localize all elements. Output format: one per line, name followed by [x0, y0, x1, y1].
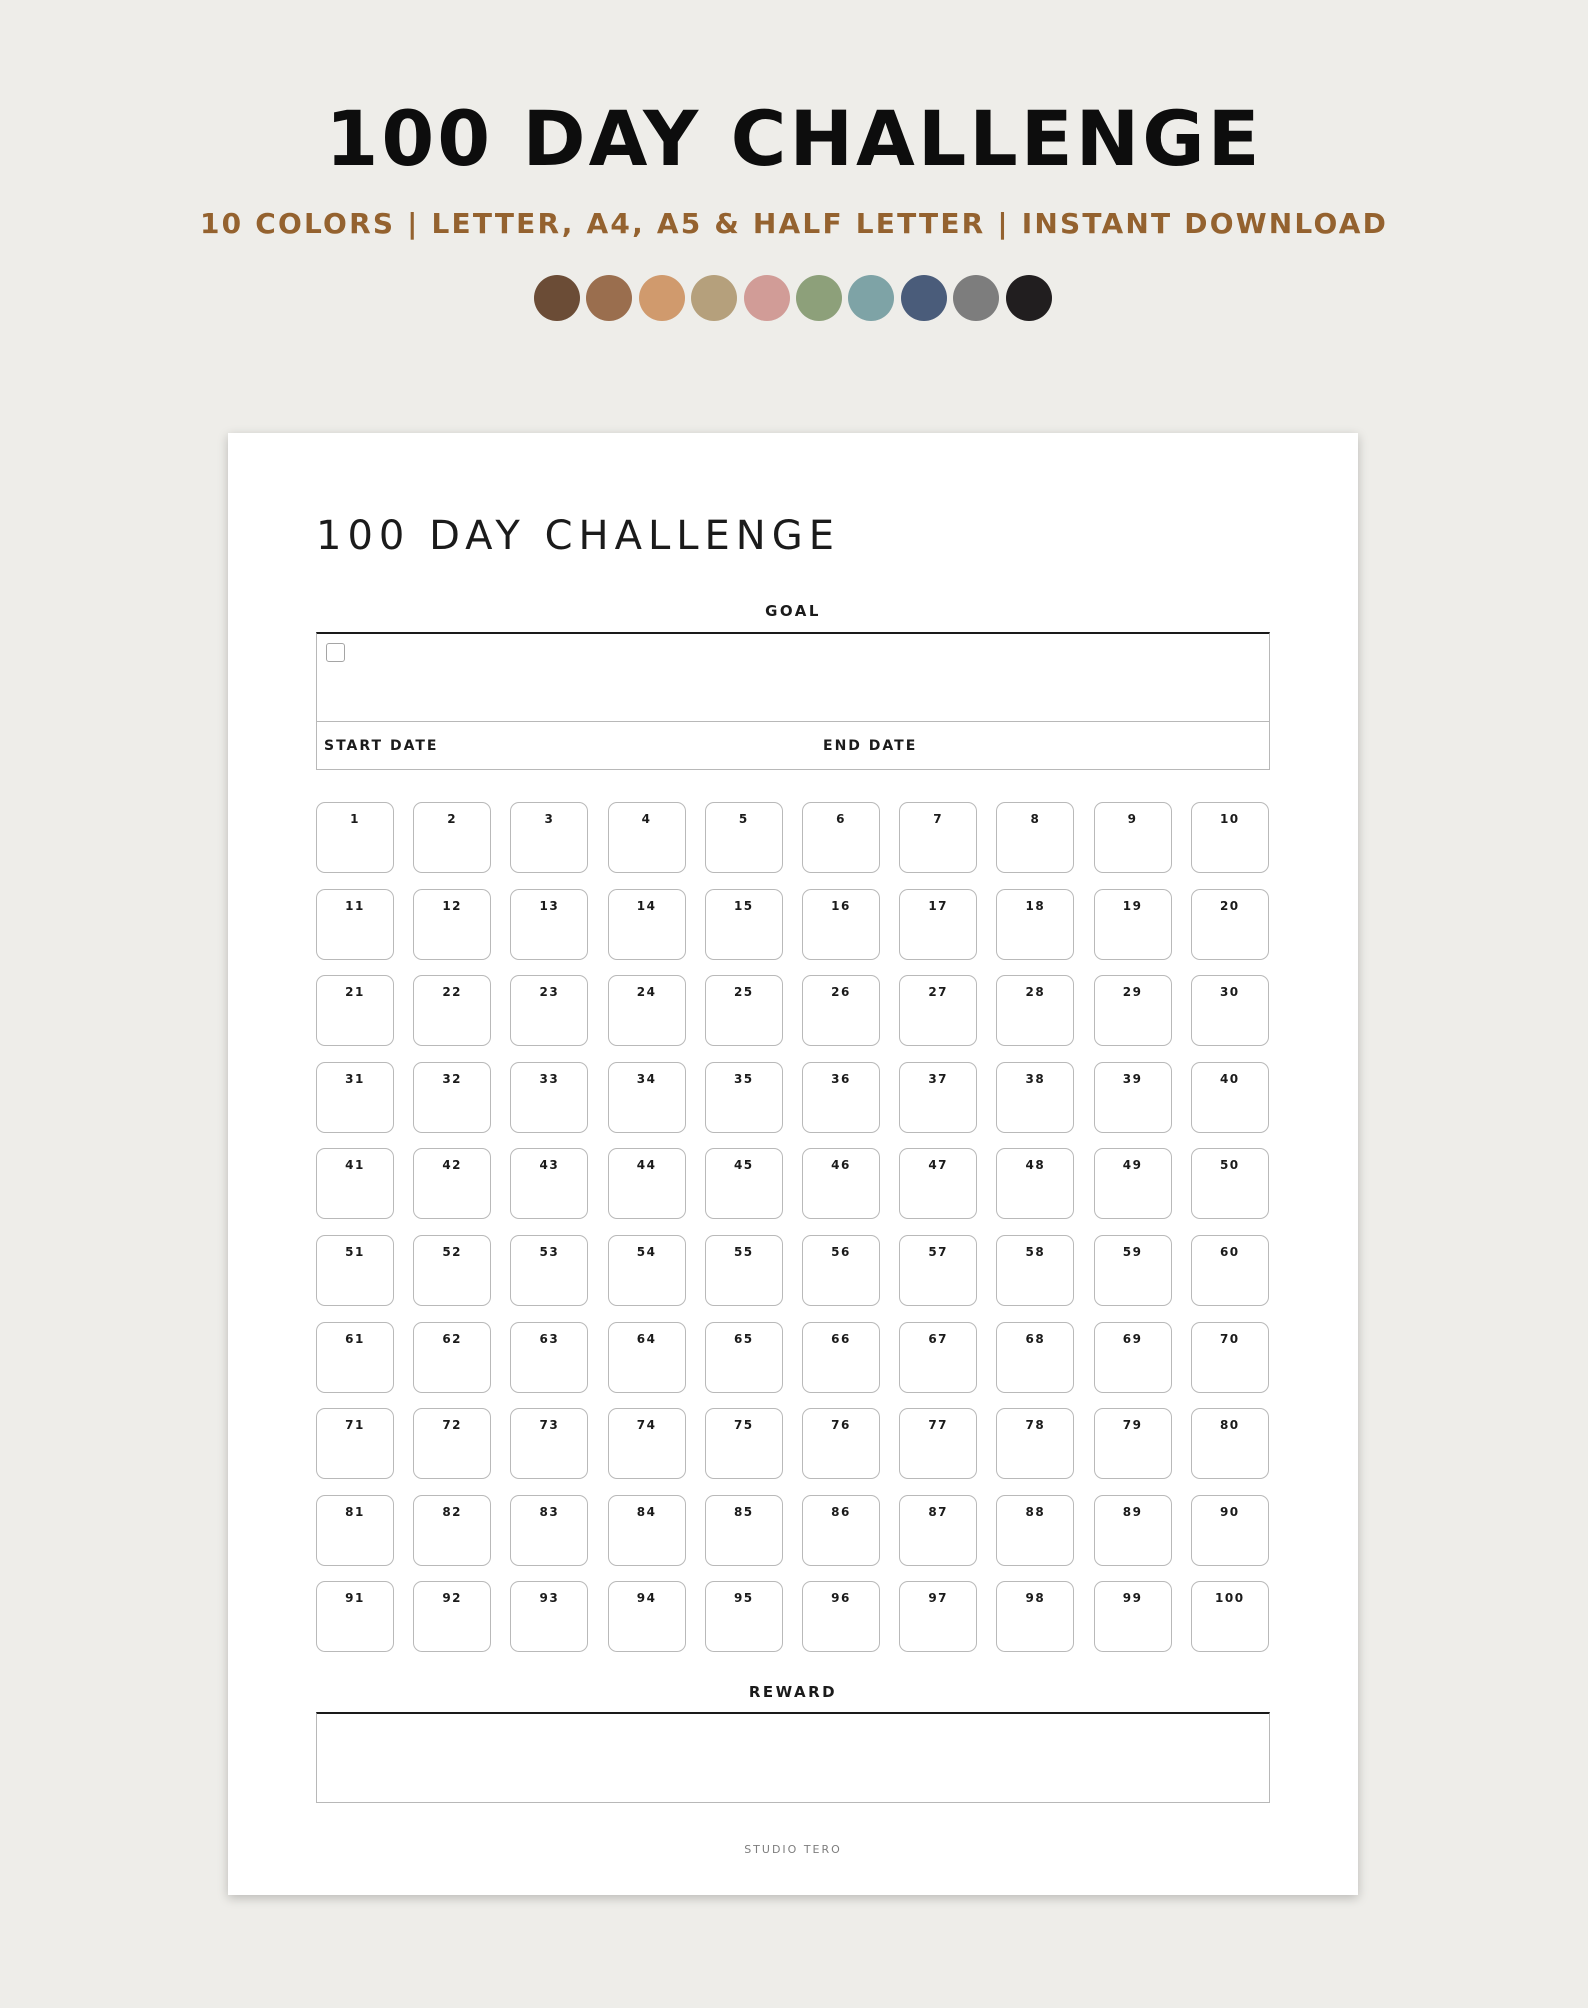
day-box[interactable]: [899, 802, 977, 873]
day-number: 6: [836, 812, 846, 826]
day-number: 66: [831, 1331, 851, 1346]
color-swatch[interactable]: [796, 275, 842, 321]
day-box[interactable]: [899, 1581, 977, 1652]
day-box[interactable]: [316, 1148, 394, 1219]
day-box[interactable]: [1094, 1235, 1172, 1306]
day-box[interactable]: [510, 889, 588, 960]
day-box[interactable]: [802, 889, 880, 960]
day-number: 31: [345, 1071, 365, 1086]
day-number: 56: [831, 1245, 851, 1259]
day-number: 47: [928, 1158, 949, 1173]
goal-label: GOAL: [765, 602, 821, 620]
day-box[interactable]: [705, 1495, 783, 1566]
challenge-sheet: [228, 433, 1358, 1895]
day-number: 2: [447, 812, 458, 826]
day-number: 18: [1025, 898, 1046, 913]
day-box[interactable]: [996, 1581, 1074, 1652]
day-box[interactable]: [316, 1581, 394, 1652]
day-number: 76: [831, 1418, 851, 1433]
day-box[interactable]: [705, 802, 783, 873]
reward-label: REWARD: [748, 1683, 838, 1701]
day-box[interactable]: [413, 1408, 491, 1479]
day-box[interactable]: [510, 1062, 588, 1133]
day-box[interactable]: [608, 802, 686, 873]
day-box[interactable]: [413, 1581, 491, 1652]
color-swatch[interactable]: [953, 275, 999, 321]
day-number: 35: [733, 1071, 754, 1086]
day-number: 82: [442, 1504, 463, 1519]
day-box[interactable]: [510, 1322, 588, 1393]
day-number: 71: [345, 1418, 365, 1433]
day-number: 92: [442, 1591, 463, 1606]
day-box[interactable]: [705, 1408, 783, 1479]
day-number: 100: [1215, 1591, 1245, 1606]
day-box[interactable]: [802, 1408, 880, 1479]
day-box[interactable]: [705, 889, 783, 960]
day-number: 11: [345, 898, 365, 913]
day-number: 42: [442, 1158, 463, 1173]
day-box[interactable]: [413, 1322, 491, 1393]
day-number: 84: [636, 1504, 657, 1519]
day-box[interactable]: [510, 1581, 588, 1652]
start-date-label: START DATE: [324, 738, 439, 754]
day-box[interactable]: [899, 1322, 977, 1393]
day-number: 19: [1122, 898, 1143, 913]
day-box[interactable]: [1191, 1148, 1269, 1219]
day-box[interactable]: [899, 889, 977, 960]
day-number: 75: [733, 1418, 754, 1433]
day-number: 78: [1025, 1418, 1046, 1433]
day-box[interactable]: [1191, 1581, 1269, 1652]
day-number: 89: [1122, 1504, 1143, 1519]
day-number: 90: [1219, 1504, 1240, 1519]
day-box[interactable]: [316, 1495, 394, 1566]
day-number: 40: [1219, 1071, 1240, 1086]
day-box[interactable]: [802, 1322, 880, 1393]
day-number: 88: [1025, 1504, 1046, 1519]
day-number: 10: [1219, 812, 1240, 826]
day-number: 59: [1122, 1245, 1143, 1259]
day-number: 38: [1025, 1071, 1046, 1086]
day-box[interactable]: [608, 975, 686, 1046]
day-box[interactable]: [1094, 1322, 1172, 1393]
day-box[interactable]: [316, 1408, 394, 1479]
color-swatch[interactable]: [586, 275, 632, 321]
day-number: 50: [1219, 1158, 1240, 1173]
day-box[interactable]: [608, 1148, 686, 1219]
day-box[interactable]: [1094, 1581, 1172, 1652]
day-box[interactable]: [413, 1148, 491, 1219]
day-box[interactable]: [996, 1495, 1074, 1566]
color-swatch[interactable]: [639, 275, 685, 321]
day-number: 16: [831, 898, 851, 913]
day-box[interactable]: [316, 1322, 394, 1393]
day-number: 60: [1219, 1245, 1240, 1259]
day-box[interactable]: [705, 1235, 783, 1306]
day-number: 96: [831, 1591, 851, 1606]
day-box[interactable]: [996, 1235, 1074, 1306]
day-number: 30: [1219, 985, 1240, 1000]
day-number: 52: [442, 1245, 463, 1259]
day-box[interactable]: [1094, 1495, 1172, 1566]
day-box[interactable]: [316, 1235, 394, 1306]
day-box[interactable]: [802, 975, 880, 1046]
day-number: 43: [539, 1158, 560, 1173]
day-number: 15: [733, 898, 754, 913]
day-box[interactable]: [413, 1495, 491, 1566]
day-number: 22: [442, 985, 463, 1000]
day-box[interactable]: [413, 889, 491, 960]
sheet-title: 100 DAY CHALLENGE: [316, 513, 840, 559]
day-box[interactable]: [1191, 889, 1269, 960]
day-number: 27: [928, 985, 949, 1000]
day-number: 46: [831, 1158, 851, 1173]
day-box[interactable]: [413, 802, 491, 873]
color-swatch[interactable]: [534, 275, 580, 321]
day-box[interactable]: [996, 1322, 1074, 1393]
day-box[interactable]: [802, 1581, 880, 1652]
day-box[interactable]: [899, 1495, 977, 1566]
day-box[interactable]: [996, 975, 1074, 1046]
day-number: 94: [636, 1591, 657, 1606]
day-number: 14: [636, 898, 657, 913]
color-swatch[interactable]: [848, 275, 894, 321]
day-number: 79: [1122, 1418, 1143, 1433]
day-number: 12: [442, 898, 463, 913]
day-number: 48: [1025, 1158, 1046, 1173]
day-box[interactable]: [899, 1408, 977, 1479]
footer-brand: STUDIO TERO: [744, 1843, 842, 1856]
day-number: 86: [831, 1504, 851, 1519]
day-box[interactable]: [802, 1148, 880, 1219]
day-box[interactable]: [413, 975, 491, 1046]
day-box[interactable]: [705, 1148, 783, 1219]
day-number: 99: [1122, 1591, 1143, 1606]
day-number: 93: [539, 1591, 560, 1606]
day-number: 41: [345, 1158, 365, 1173]
day-number: 28: [1025, 985, 1046, 1000]
day-box[interactable]: [510, 975, 588, 1046]
day-box[interactable]: [996, 802, 1074, 873]
promo-subtitle: 10 COLORS | LETTER, A4, A5 & HALF LETTER | INSTANT DOWNLOAD: [199, 207, 1389, 240]
day-number: 85: [733, 1504, 754, 1519]
day-number: 64: [636, 1331, 657, 1346]
day-box[interactable]: [1191, 1322, 1269, 1393]
day-number: 58: [1025, 1245, 1046, 1259]
day-box[interactable]: [413, 1062, 491, 1133]
day-number: 63: [539, 1331, 560, 1346]
goal-checkbox[interactable]: [326, 643, 345, 662]
day-number: 83: [539, 1504, 560, 1519]
day-number: 77: [928, 1418, 949, 1433]
day-box[interactable]: [316, 802, 394, 873]
day-number: 68: [1025, 1331, 1046, 1346]
day-number: 25: [733, 985, 754, 1000]
day-number: 49: [1122, 1158, 1143, 1173]
day-box[interactable]: [316, 889, 394, 960]
day-number: 5: [738, 812, 749, 826]
day-box[interactable]: [1094, 975, 1172, 1046]
day-box[interactable]: [996, 1408, 1074, 1479]
reward-box[interactable]: [316, 1712, 1270, 1803]
day-box[interactable]: [510, 1495, 588, 1566]
day-box[interactable]: [1191, 975, 1269, 1046]
day-box[interactable]: [1191, 1495, 1269, 1566]
day-number: 51: [345, 1245, 365, 1259]
day-box[interactable]: [899, 1148, 977, 1219]
day-number: 57: [928, 1245, 949, 1259]
day-number: 70: [1219, 1331, 1240, 1346]
end-date-label: END DATE: [823, 738, 918, 754]
day-number: 44: [636, 1158, 657, 1173]
color-swatch[interactable]: [901, 275, 947, 321]
day-box[interactable]: [899, 1235, 977, 1306]
day-number: 33: [539, 1071, 560, 1086]
day-number: 53: [539, 1245, 560, 1259]
day-number: 32: [442, 1071, 463, 1086]
day-number: 13: [539, 898, 560, 913]
day-box[interactable]: [996, 1062, 1074, 1133]
day-box[interactable]: [1191, 1235, 1269, 1306]
day-box[interactable]: [996, 889, 1074, 960]
day-number: 91: [345, 1591, 365, 1606]
day-number: 69: [1122, 1331, 1143, 1346]
day-number: 17: [928, 898, 949, 913]
day-box[interactable]: [316, 1062, 394, 1133]
day-number: 95: [733, 1591, 754, 1606]
day-number: 97: [928, 1591, 949, 1606]
day-number: 61: [345, 1331, 365, 1346]
color-swatch[interactable]: [1006, 275, 1052, 321]
day-box[interactable]: [899, 1062, 977, 1133]
day-number: 29: [1122, 985, 1143, 1000]
day-number: 37: [928, 1071, 949, 1086]
day-number: 1: [350, 812, 360, 826]
color-swatch[interactable]: [691, 275, 737, 321]
day-box[interactable]: [899, 975, 977, 1046]
day-box[interactable]: [802, 1235, 880, 1306]
day-box[interactable]: [510, 1235, 588, 1306]
day-box[interactable]: [608, 889, 686, 960]
day-number: 87: [928, 1504, 949, 1519]
day-number: 24: [636, 985, 657, 1000]
goal-box[interactable]: [316, 632, 1270, 770]
day-box[interactable]: [802, 1062, 880, 1133]
day-box[interactable]: [802, 802, 880, 873]
day-box[interactable]: [608, 1322, 686, 1393]
goal-divider: [317, 721, 1269, 722]
day-number: 62: [442, 1331, 463, 1346]
day-number: 7: [933, 812, 944, 826]
day-number: 36: [831, 1071, 851, 1086]
color-swatch[interactable]: [744, 275, 790, 321]
day-box[interactable]: [1191, 802, 1269, 873]
day-number: 4: [641, 812, 652, 826]
day-number: 81: [345, 1504, 365, 1519]
day-number: 39: [1122, 1071, 1143, 1086]
day-number: 26: [831, 985, 851, 1000]
day-box[interactable]: [705, 1062, 783, 1133]
day-box[interactable]: [510, 802, 588, 873]
day-box[interactable]: [1191, 1062, 1269, 1133]
day-number: 74: [636, 1418, 657, 1433]
day-box[interactable]: [413, 1235, 491, 1306]
day-number: 20: [1219, 898, 1240, 913]
day-box[interactable]: [705, 1322, 783, 1393]
day-box[interactable]: [316, 975, 394, 1046]
day-box[interactable]: [608, 1581, 686, 1652]
day-box[interactable]: [1094, 889, 1172, 960]
day-box[interactable]: [1094, 1062, 1172, 1133]
day-number: 9: [1127, 812, 1138, 826]
day-number: 54: [636, 1245, 657, 1259]
day-number: 67: [928, 1331, 949, 1346]
day-box[interactable]: [1094, 802, 1172, 873]
day-box[interactable]: [608, 1062, 686, 1133]
day-box[interactable]: [510, 1148, 588, 1219]
day-box[interactable]: [1094, 1408, 1172, 1479]
day-number: 21: [345, 985, 365, 1000]
day-number: 45: [733, 1158, 754, 1173]
day-box[interactable]: [608, 1495, 686, 1566]
day-box[interactable]: [705, 975, 783, 1046]
day-number: 55: [733, 1245, 754, 1259]
day-number: 8: [1030, 812, 1041, 826]
day-number: 65: [733, 1331, 754, 1346]
day-box[interactable]: [996, 1148, 1074, 1219]
day-box[interactable]: [705, 1581, 783, 1652]
promo-title: 100 DAY CHALLENGE: [325, 94, 1263, 183]
day-number: 72: [442, 1418, 463, 1433]
color-swatches: [534, 275, 1054, 321]
day-box[interactable]: [1094, 1148, 1172, 1219]
day-box[interactable]: [608, 1235, 686, 1306]
day-box[interactable]: [608, 1408, 686, 1479]
day-number: 73: [539, 1418, 560, 1433]
day-box[interactable]: [802, 1495, 880, 1566]
day-box[interactable]: [1191, 1408, 1269, 1479]
day-number: 98: [1025, 1591, 1046, 1606]
day-number: 23: [539, 985, 560, 1000]
day-grid: [316, 802, 1270, 1652]
day-number: 3: [544, 812, 555, 826]
day-number: 80: [1219, 1418, 1240, 1433]
day-box[interactable]: [510, 1408, 588, 1479]
day-number: 34: [636, 1071, 657, 1086]
